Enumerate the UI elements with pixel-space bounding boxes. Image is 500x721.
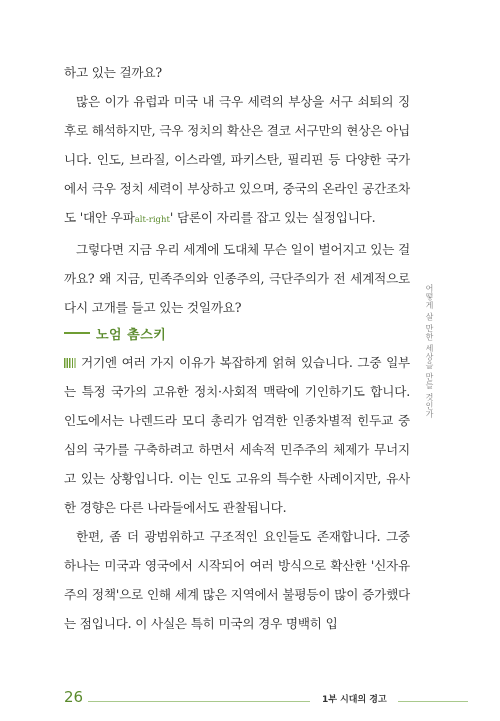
answer-paragraph bbox=[64, 348, 410, 522]
answer-paragraph-text: 거기엔 여러 가지 이유가 복잡하게 얽혀 있습니다. 그중 일부는 특정 국가의 고유한 정치·사회적 맥락에 기인하기도 합니다. 인도에서는 나렌드라 모디 총리가 엄격한 인종차별적 힌두교 중심의 국가를 구축하려고 하면서 세속적 민주주의 체제가 무너지고 있는 상황입니다. 이는 인도 고유의 특수한 사례이지만, 유사한 경향은 다른 나라들에서도 관찰됩니다. bbox=[64, 355, 410, 515]
intro-text bbox=[64, 58, 410, 322]
paragraph-text-end: ' 담론이 자리를 잡고 있는 실정입니다. bbox=[169, 210, 376, 225]
horizontal-rule-icon bbox=[64, 332, 90, 333]
speaker-name: 노엄 촘스키 bbox=[96, 327, 167, 343]
paragraph-far-right-rise bbox=[64, 87, 410, 235]
alt-right-annotation: alt-right bbox=[134, 215, 170, 225]
footer-divider-right bbox=[398, 701, 468, 702]
book-title: 어떻게 살 만한 세상을 만들 것인가 bbox=[425, 284, 434, 419]
paragraph-question: 그렇다면 지금 우리 세계에 도대체 무슨 일이 벌어지고 있는 걸까요? 왜 지금, 민족주의와 인종주의, 극단주의가 전 세계적으로 다시 고개를 들고 있는 것일까요? bbox=[64, 242, 410, 315]
answer-text bbox=[64, 348, 410, 638]
running-head-vertical bbox=[424, 284, 440, 434]
chapter-label: 1부 시대의 경고 bbox=[322, 695, 387, 705]
paragraph-continued: 하고 있는 걸까요? bbox=[64, 65, 162, 80]
answer-paragraph: 한편, 좀 더 광범위하고 구조적인 요인들도 존재합니다. 그중 하나는 미국과 영국에서 시작되어 여러 방식으로 확산한 '신자유주의 정책'으로 인해 세계 많은 지역에서 불평등이 많이 증가했다는 점입니다. 이 사실은 특히 미국의 경우 명백히 입 bbox=[64, 529, 410, 631]
paragraph-text: 많은 이가 유럽과 미국 내 극우 세력의 부상을 서구 쇠퇴의 징후로 해석하지만, 극우 정치의 확산은 결코 서구만의 현상은 아닙니다. 인도, 브라질, 이스라엘, 파키스탄, 필리핀 등 다양한 국가에서 극우 정치 세력이 부상하고 있으며, 중국의 온라인 공간조차도 '대안 우파 bbox=[64, 94, 410, 225]
speaker-heading bbox=[64, 318, 410, 348]
page-number: 26 bbox=[64, 688, 84, 706]
footer-divider bbox=[88, 701, 310, 702]
vertical-bars-icon bbox=[64, 358, 76, 368]
